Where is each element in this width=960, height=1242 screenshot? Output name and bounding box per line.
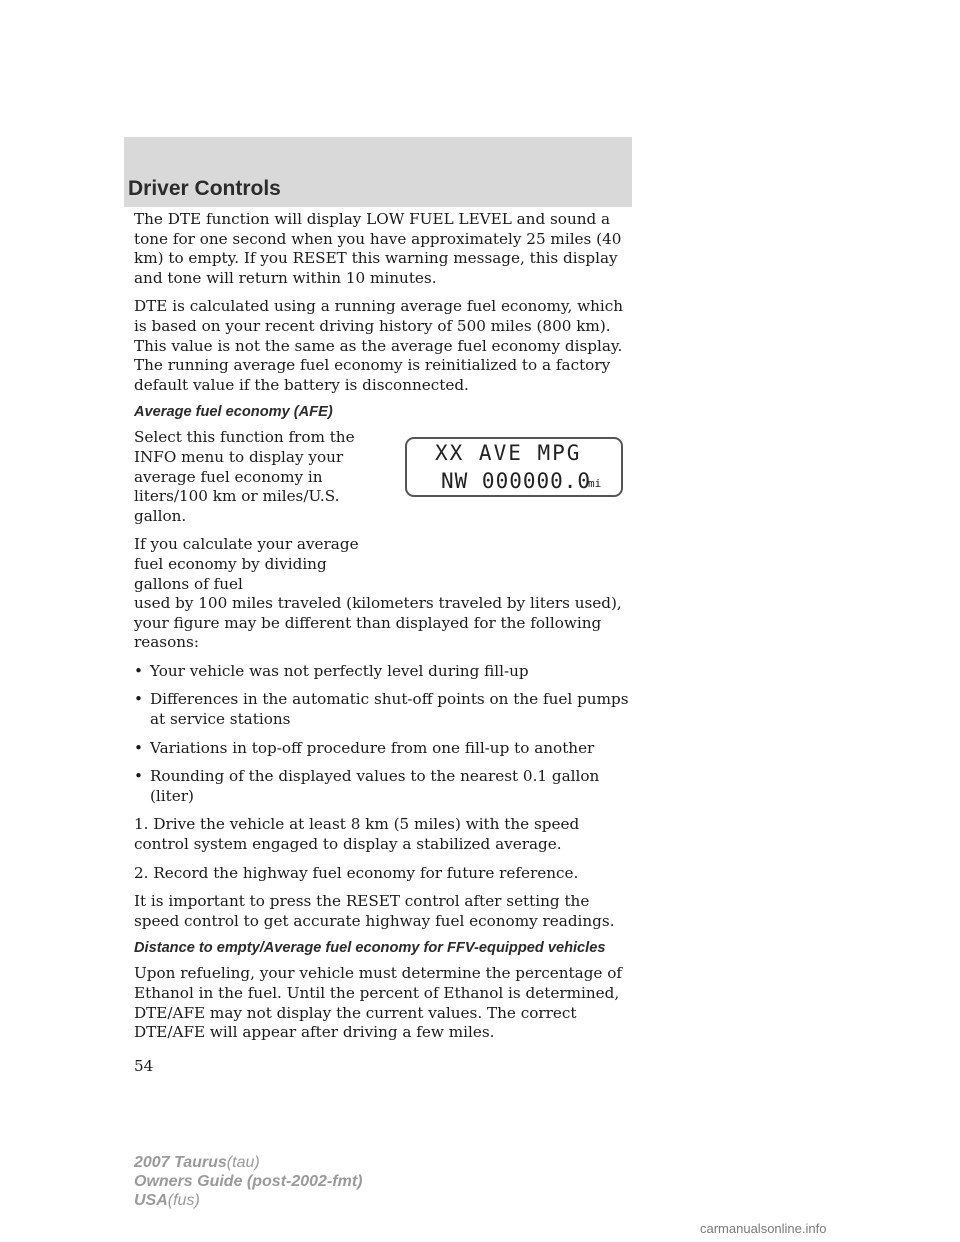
- display-line-1: XX AVE MPG: [435, 441, 582, 465]
- list-item: • Differences in the automatic shut-off points on the fuel pumps at service stations: [134, 690, 629, 729]
- bullet-icon: •: [134, 767, 143, 786]
- paragraph-dte-warning: The DTE function will display LOW FUEL LEVEL and sound a tone for one second when you have approximately 25 miles (40 km) to empty. If you RESET this warning message, this display and tone will return within 10 minutes.: [134, 210, 622, 287]
- watermark-link[interactable]: carmanualsonline.info: [700, 1221, 827, 1236]
- list-item: • Your vehicle was not perfectly level during fill-up: [134, 661, 529, 680]
- paragraph-reset-note: It is important to press the RESET control after setting the speed control to get accurate highway fuel economy readings.: [134, 892, 615, 930]
- paragraph-afe-calc-start: If you calculate your average fuel economy by dividing gallons of fuel: [134, 535, 359, 593]
- step-2: 2. Record the highway fuel economy for future reference.: [134, 863, 579, 882]
- page-number: 54: [134, 1056, 154, 1075]
- bullet-icon: •: [134, 738, 143, 757]
- paragraph-afe-calc-rest: used by 100 miles traveled (kilometers traveled by liters used), your figure may be different than displayed for the following reasons:: [134, 594, 622, 652]
- page-content: [134, 210, 632, 1076]
- footer-line-3: USA(fus): [134, 1192, 200, 1209]
- bullet-icon: •: [134, 661, 143, 680]
- display-line-2: NW 000000.0: [441, 469, 592, 493]
- paragraph-ffv: Upon refueling, your vehicle must determine the percentage of Ethanol in the fuel. Until the percent of Ethanol is determined, DTE/AFE may not display the current values. The correct DTE/AFE will appear after driving a few miles.: [134, 964, 622, 1042]
- heading-ffv: Distance to empty/Average fuel economy for FFV-equipped vehicles: [134, 940, 606, 957]
- message-center-display: [405, 437, 623, 497]
- display-unit: mi: [588, 477, 602, 490]
- document-footer: [134, 1153, 362, 1210]
- reasons-list: [134, 662, 632, 807]
- step-1: 1. Drive the vehicle at least 8 km (5 miles) with the speed control system engaged to display a stabilized average.: [134, 815, 580, 854]
- list-item: • Rounding of the displayed values to the nearest 0.1 gallon (liter): [134, 767, 600, 805]
- paragraph-afe-select: Select this function from the INFO menu to display your average fuel economy in liters/100 km or miles/U.S. gallon.: [134, 428, 355, 525]
- bullet-icon: •: [134, 690, 143, 709]
- footer-line-2: Owners Guide (post-2002-fmt): [134, 1173, 363, 1190]
- paragraph-dte-calculation: DTE is calculated using a running average fuel economy, which is based on your recent driving history of 500 miles (800 km). This value is not the same as the average fuel economy display. The running average fuel economy is reinitialized to a factory default value if the battery is disconnected.: [134, 297, 624, 394]
- section-title: Driver Controls: [128, 177, 281, 200]
- heading-average-fuel-economy: Average fuel economy (AFE): [134, 404, 333, 421]
- list-item: • Variations in top-off procedure from one fill-up to another: [134, 738, 595, 757]
- footer-line-1: 2007 Taurus(tau): [134, 1154, 260, 1171]
